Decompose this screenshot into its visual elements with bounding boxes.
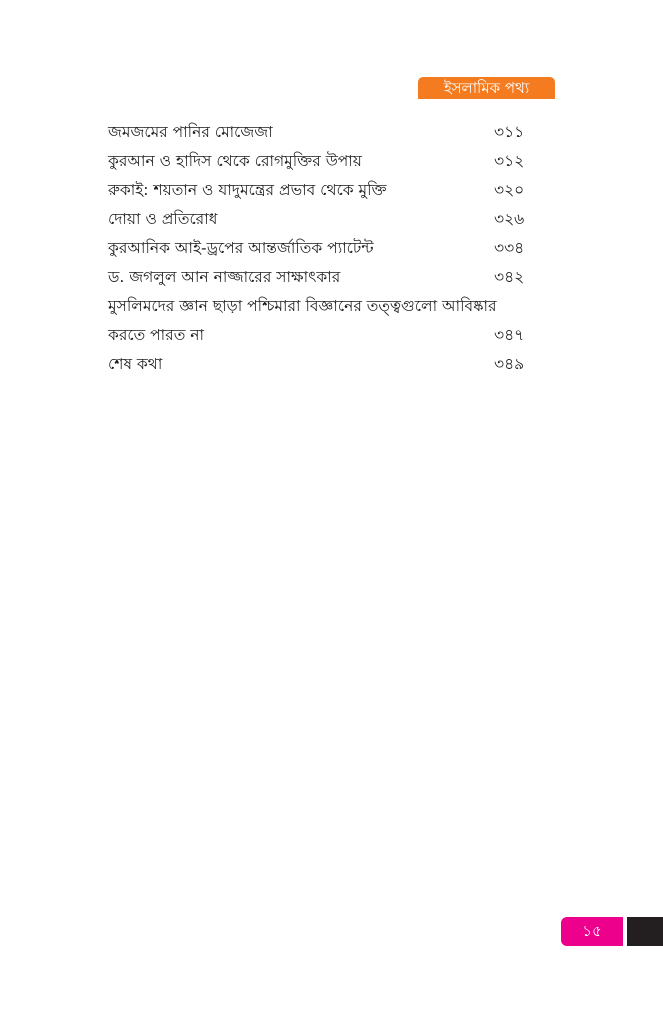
toc-entry-title: মুসলিমদের জ্ঞান ছাড়া পশ্চিমারা বিজ্ঞানের তত্ত্বগুলো আবিষ্কার [108,297,497,315]
page-number-tab [561,917,623,946]
toc-entry-page: ৩৪৭ [494,326,525,344]
toc-entry [108,292,540,321]
toc-entry-title: ড. জগলুল আন নাজ্জারের সাক্ষাৎকার [108,268,341,286]
page-number: ১৫ [582,922,602,940]
toc-entry-title: শেষ কথা [108,355,163,373]
toc-entry [108,176,540,205]
toc-entry-page: ৩২০ [494,181,525,199]
toc-entry-title: রুকাই: শয়তান ও যাদুমন্ত্রের প্রভাব থেকে মুক্তি [108,181,387,199]
toc-entry [108,147,540,176]
toc-entry [108,205,540,234]
toc-entry-page: ৩৩৪ [494,239,525,257]
toc-entry-page: ৩৪২ [494,268,525,286]
toc-entry [108,118,540,147]
toc-entry-title: জমজমের পানির মোজেজা [108,123,273,141]
table-of-contents [108,118,540,379]
toc-entry [108,350,540,379]
toc-entry [108,321,540,350]
toc-entry-title: করতে পারত না [108,326,205,344]
toc-entry-page: ৩২৬ [494,210,525,228]
toc-entry-page: ৩৪৯ [494,355,525,373]
toc-entry-page: ৩১২ [494,152,525,170]
toc-entry-title: কুরআন ও হাদিস থেকে রোগমুক্তির উপায় [108,152,362,170]
toc-entry-title: কুরআনিক আই-ড্রপের আন্তর্জাতিক প্যাটেন্ট [108,239,374,257]
toc-entry [108,263,540,292]
toc-entry-page: ৩১১ [494,123,525,141]
toc-entry [108,234,540,263]
running-header-tab [418,77,555,99]
running-header-title: ইসলামিক পথ্য [443,79,530,97]
page-edge-block [627,917,663,946]
toc-entry-title: দোয়া ও প্রতিরোধ [108,210,218,228]
